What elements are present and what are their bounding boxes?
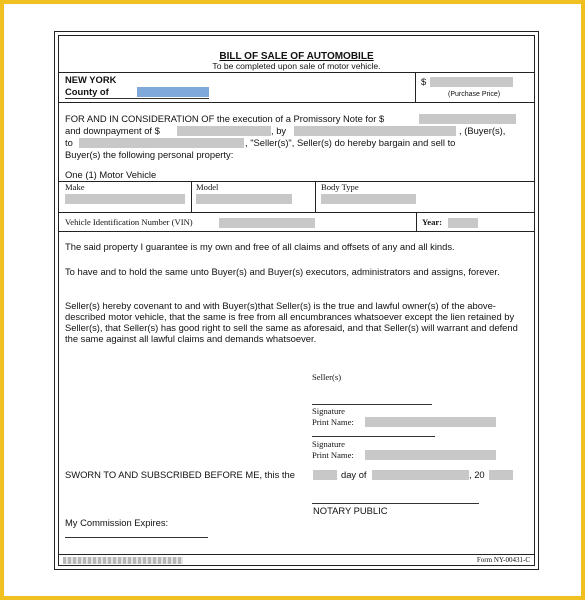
notary-signature-line[interactable] (312, 503, 479, 504)
price-dollar-sign: $ (421, 76, 427, 87)
body-type-field[interactable] (321, 194, 416, 204)
header-divider (59, 72, 534, 73)
guarantee-text: The said property I guarantee is my own and free of all claims and offsets of any and all kinds. (65, 241, 455, 252)
location-divider (59, 102, 534, 103)
purchase-price-field[interactable] (430, 77, 513, 87)
state-label: NEW YORK (65, 74, 117, 85)
vehicle-table-bottom (59, 231, 534, 232)
print-name-field-2[interactable] (365, 450, 496, 460)
signature-label-1: Signature (312, 406, 345, 416)
make-model-divider (191, 181, 192, 212)
vehicle-table-top (59, 181, 534, 182)
form-number: Form NY-00431-C (476, 556, 530, 564)
vehicle-table-mid (59, 212, 534, 213)
sworn-month-field[interactable] (372, 470, 469, 480)
sworn-text-c: , 20 (469, 469, 485, 480)
bill-of-sale-form (58, 35, 535, 566)
county-label: County of (65, 86, 109, 97)
consideration-line-4: Buyer(s) the following personal property: (65, 149, 234, 160)
consideration-line-2c: , (Buyer(s), (459, 125, 506, 136)
print-name-field-1[interactable] (365, 417, 496, 427)
price-divider (415, 72, 416, 102)
commission-expires-label: My Commission Expires: (65, 517, 169, 528)
vin-label: Vehicle Identification Number (VIN) (65, 217, 193, 227)
county-field[interactable] (137, 87, 209, 97)
sworn-year-field[interactable] (489, 470, 513, 480)
sellers-label: Seller(s) (312, 372, 342, 382)
year-label: Year: (422, 217, 443, 227)
signature-line-1[interactable] (312, 404, 432, 405)
to-have-text: To have and to hold the same unto Buyer(s) and Buyer(s) executors, administrators and assigns, forever. (65, 266, 500, 277)
one-motor-vehicle: One (1) Motor Vehicle (65, 169, 157, 180)
print-name-label-2: Print Name: (312, 450, 354, 460)
consideration-line-3a: to (65, 137, 73, 148)
consideration-line-2b: , by (271, 125, 287, 136)
covenant-text: Seller(s) hereby covenant to and with Buyer(s)that Seller(s) is the true and lawful owner(s) of the above-described motor vehicle, that the same is free from all encumbrances whatsoever except the lien retained by Seller(s), that Seller(s) has good right to sell the same as aforesaid, and that Seller(s) will warrant and defend the same against all lawful claims and demands whatsoever. (65, 300, 518, 344)
downpayment-field[interactable] (177, 126, 271, 136)
year-field[interactable] (448, 218, 478, 228)
to-have-paragraph (65, 266, 533, 277)
buyer-name-field[interactable] (294, 126, 456, 136)
footer-logo-mark (63, 557, 183, 564)
form-subtitle: To be completed upon sale of motor vehicle. (212, 61, 381, 71)
signature-label-2: Signature (312, 439, 345, 449)
print-name-label-1: Print Name: (312, 417, 354, 427)
vin-year-divider (416, 212, 417, 231)
commission-expires-line[interactable] (65, 537, 208, 538)
county-underline (65, 98, 209, 99)
document-page (4, 4, 581, 596)
sworn-text-b: day of (341, 469, 367, 480)
make-label: Make (65, 182, 85, 192)
consideration-line-2a: and downpayment of $ (65, 125, 160, 136)
guarantee-paragraph (65, 241, 530, 252)
notary-public-label: NOTARY PUBLIC (313, 505, 388, 516)
purchase-price-label: (Purchase Price) (448, 91, 501, 98)
seller-name-field[interactable] (79, 138, 244, 148)
sworn-day-field[interactable] (313, 470, 337, 480)
vin-field[interactable] (219, 218, 315, 228)
signature-line-2[interactable] (312, 436, 435, 437)
footer-divider (59, 554, 534, 555)
consideration-line-3b: , "Seller(s)", Seller(s) do hereby bargain and sell to (245, 137, 456, 148)
sworn-text-a: SWORN TO AND SUBSCRIBED BEFORE ME, this the (65, 469, 295, 480)
body-type-label: Body Type (321, 182, 359, 192)
model-label: Model (196, 182, 219, 192)
model-field[interactable] (196, 194, 292, 204)
model-body-divider (315, 181, 316, 212)
covenant-paragraph (65, 300, 527, 344)
promissory-note-field[interactable] (419, 114, 516, 124)
form-title: BILL OF SALE OF AUTOMOBILE (219, 51, 374, 62)
make-field[interactable] (65, 194, 185, 204)
consideration-line-1: FOR AND IN CONSIDERATION OF the execution of a Promissory Note for $ (65, 113, 385, 124)
